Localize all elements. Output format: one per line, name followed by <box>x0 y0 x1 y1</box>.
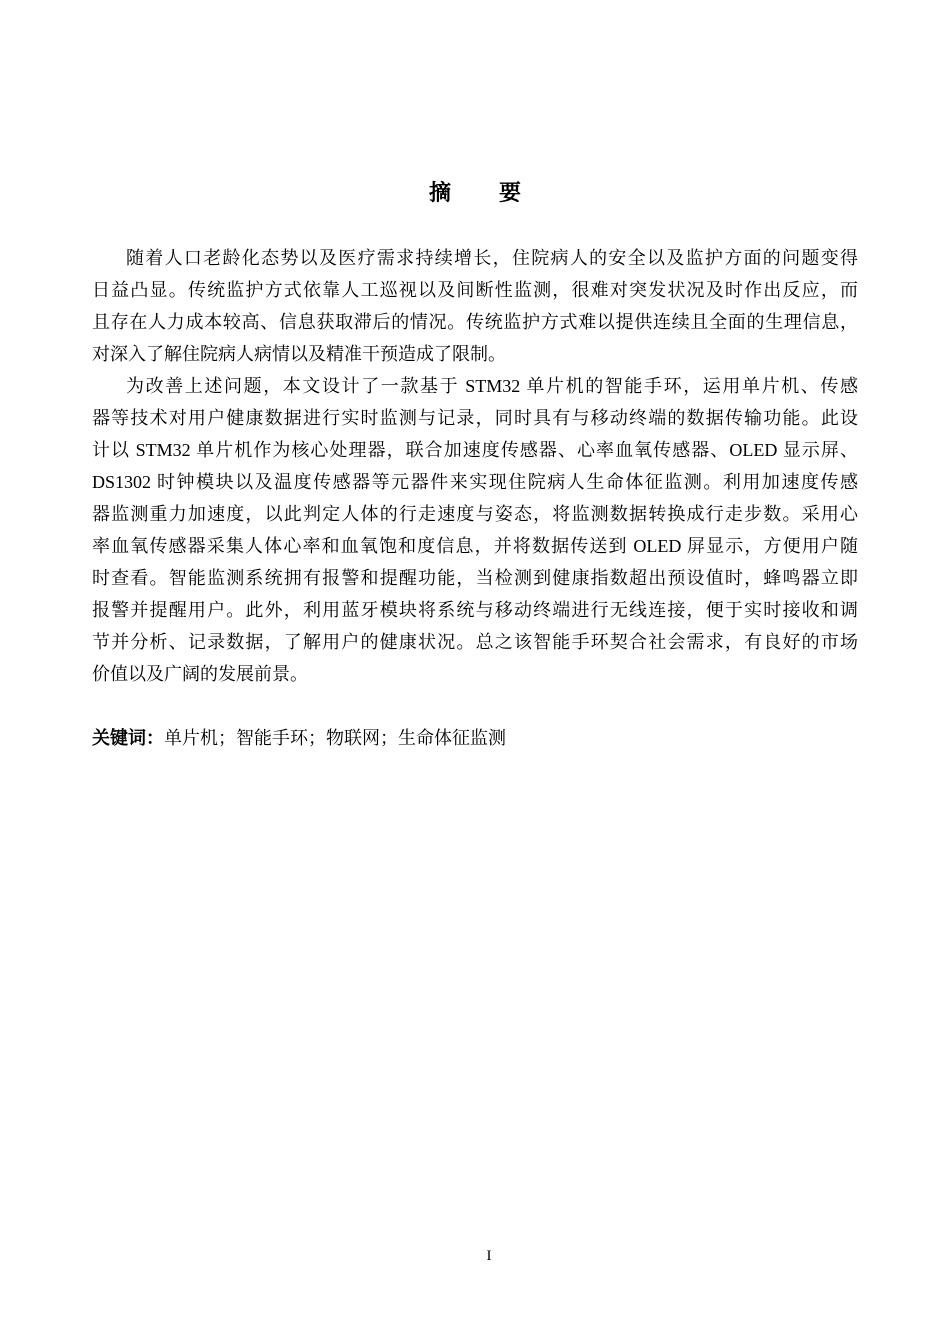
keywords-label: 关键词： <box>92 728 164 748</box>
abstract-paragraph-1 <box>92 242 858 370</box>
paragraph-line: 率血氧传感器采集人体心率和血氧饱和度信息，并将数据传送到 OLED 屏显示，方便用户随 <box>92 536 858 556</box>
paragraph-line: 对深入了解住院病人病情以及精准干预造成了限制。 <box>92 344 506 364</box>
keywords-text: 单片机；智能手环；物联网；生命体征监测 <box>164 728 506 748</box>
paragraph-line: 器等技术对用户健康数据进行实时监测与记录，同时具有与移动终端的数据传输功能。此设 <box>92 408 858 428</box>
paragraph-line: 随着人口老龄化态势以及医疗需求持续增长，住院病人的安全以及监护方面的问题变得 <box>126 248 858 268</box>
paragraph-line: 节并分析、记录数据，了解用户的健康状况。总之该智能手环契合社会需求，有良好的市场 <box>92 632 858 652</box>
page-number: I <box>486 1248 492 1264</box>
paragraph-line: 为改善上述问题，本文设计了一款基于 STM32 单片机的智能手环，运用单片机、传感 <box>126 376 858 396</box>
paragraph-line: 时查看。智能监测系统拥有报警和提醒功能，当检测到健康指数超出预设值时，蜂鸣器立即 <box>92 568 858 588</box>
abstract-body <box>92 242 858 690</box>
abstract-title: 摘 要 <box>428 180 522 205</box>
paragraph-line: 报警并提醒用户。此外，利用蓝牙模块将系统与移动终端进行无线连接，便于实时接收和调 <box>92 600 858 620</box>
abstract-paragraph-2 <box>92 370 858 690</box>
keywords <box>92 722 858 754</box>
paragraph-line: 计以 STM32 单片机作为核心处理器，联合加速度传感器、心率血氧传感器、OLED 显示屏、 <box>92 440 858 460</box>
paragraph-line: 器监测重力加速度，以此判定人体的行走速度与姿态，将监测数据转换成行走步数。采用心 <box>92 504 858 524</box>
paragraph-line: 价值以及广阔的发展前景。 <box>92 664 308 684</box>
paragraph-line: 且存在人力成本较高、信息获取滞后的情况。传统监护方式难以提供连续且全面的生理信息， <box>92 312 858 332</box>
paragraph-line: DS1302 时钟模块以及温度传感器等元器件来实现住院病人生命体征监测。利用加速度传感 <box>92 472 858 492</box>
paragraph-line: 日益凸显。传统监护方式依靠人工巡视以及间断性监测，很难对突发状况及时作出反应，而 <box>92 280 858 300</box>
